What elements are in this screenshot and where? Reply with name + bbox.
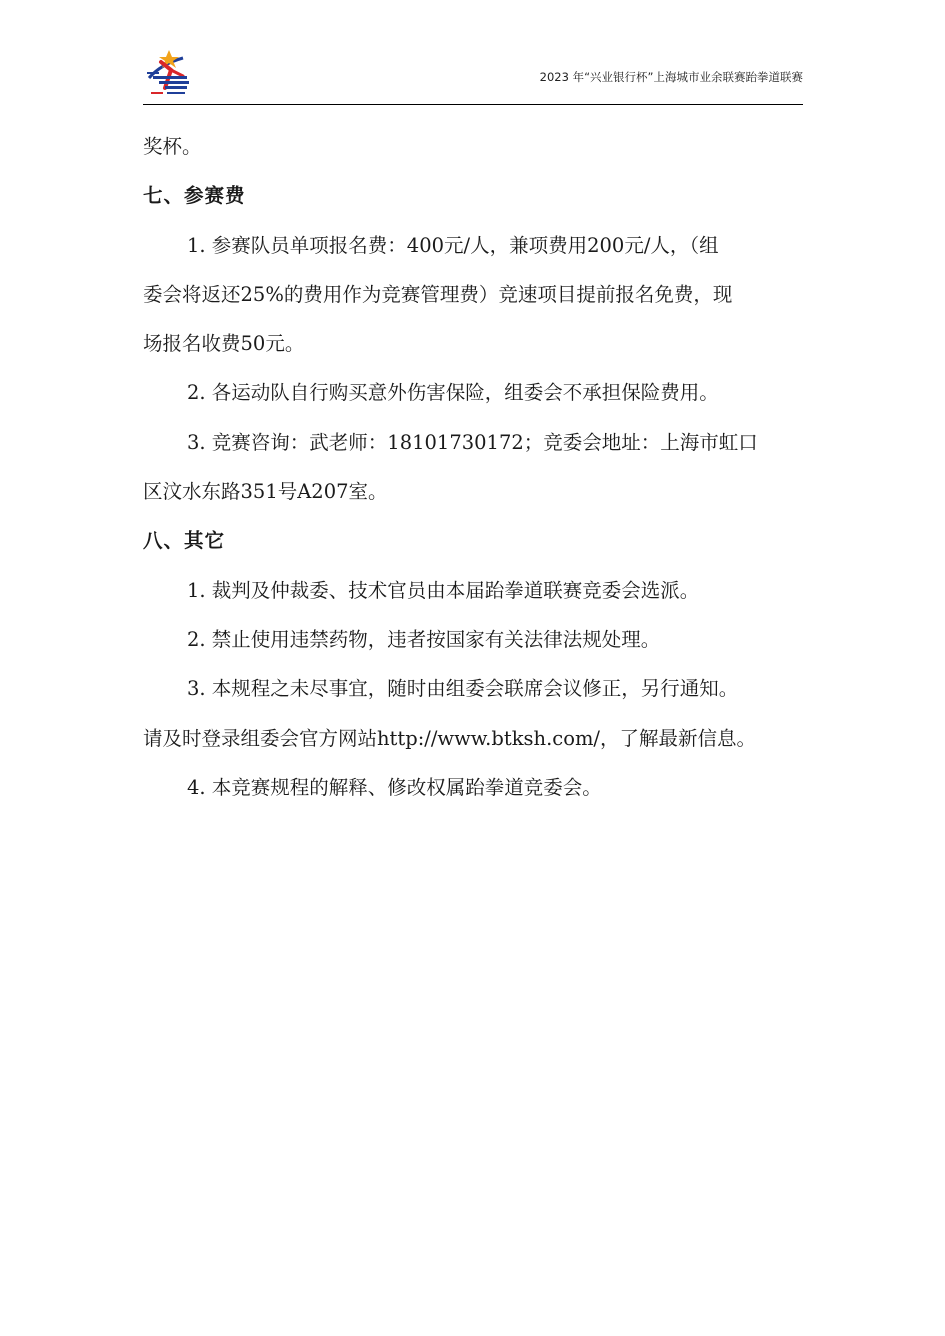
page-header	[143, 48, 803, 100]
list-item-text: 3. 本规程之未尽事宜，随时由组委会联席会议修正，另行通知。	[187, 677, 739, 701]
section-heading-other: 八、其它	[143, 529, 226, 553]
list-item-text: 2. 禁止使用违禁药物，违者按国家有关法律法规处理。	[187, 627, 661, 651]
list-item-text: 2. 各运动队自行购买意外伤害保险，组委会不承担保险费用。	[187, 381, 719, 405]
section-heading-fees: 七、参赛费	[143, 184, 246, 208]
paragraph-text: 委会将返还25%的费用作为竞赛管理费）竞速项目提前报名免费，现	[143, 282, 733, 306]
list-item-text: 4. 本竞赛规程的解释、修改权属跆拳道竞委会。	[187, 775, 602, 799]
paragraph-text: 场报名收费50元。	[143, 332, 305, 356]
paragraph-text: 请及时登录组委会官方网站http://www.btksh.com/，了解最新信息。	[143, 726, 757, 750]
header-title: 2023 年“兴业银行杯”上海城市业余联赛跆拳道联赛	[539, 70, 803, 84]
list-item-text: 3. 竞赛咨询：武老师：18101730172；竞委会地址：上海市虹口	[187, 430, 758, 454]
paragraph-text: 奖杯。	[143, 135, 202, 158]
list-item-text: 1. 参赛队员单项报名费：400元/人，兼项费用200元/人，（组	[187, 233, 719, 257]
list-item-text: 1. 裁判及仲裁委、技术官员由本届跆拳道联赛竞委会选派。	[187, 578, 700, 602]
header-divider	[143, 104, 803, 105]
shanghai-amateur-games-logo-icon	[143, 48, 205, 100]
document-body	[143, 122, 808, 812]
paragraph-text: 区汶水东路351号A207室。	[143, 480, 388, 504]
